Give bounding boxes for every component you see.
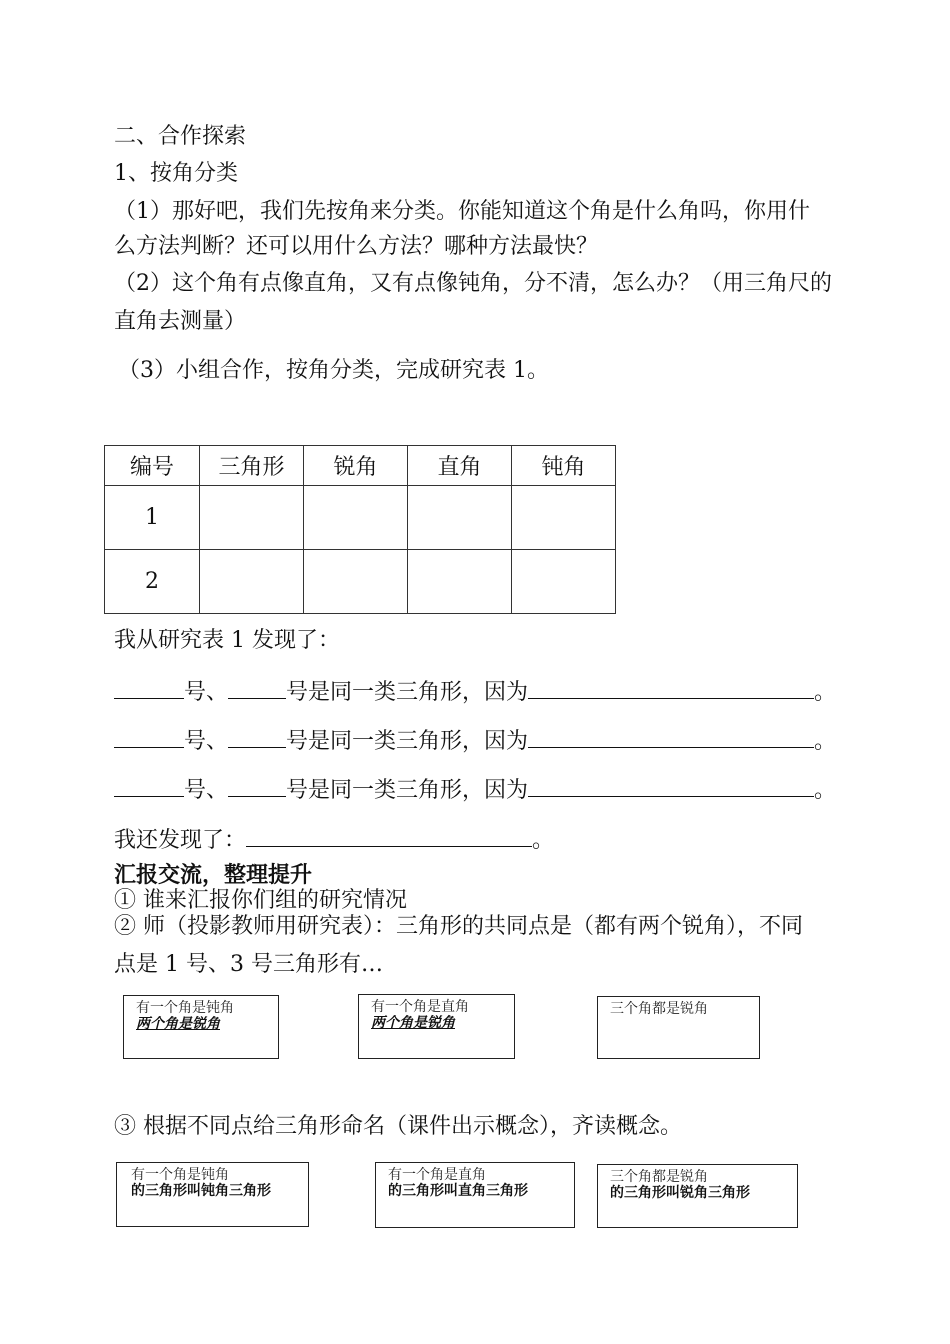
fill-line-3: 号、 号是同一类三角形，因为 。 [114,776,836,805]
feature-box-right [358,994,515,1059]
table-row [105,486,616,550]
table-row [105,550,616,614]
box-line-1: 有一个角是钝角 [131,1167,229,1183]
question-2-line-2: 直角去测量） [114,309,247,334]
row-number: 1 [105,486,200,550]
table-cell[interactable] [304,550,408,614]
table-cell[interactable] [408,486,512,550]
box-line-2: 的三角形叫钝角三角形 [131,1183,271,1199]
header-triangle: 三角形 [200,446,304,486]
step-1: ① 谁来汇报你们组的研究情况 [114,888,407,913]
blank-reason[interactable] [528,678,814,699]
table-cell[interactable] [512,550,616,614]
row-number: 2 [105,550,200,614]
finding-intro: 我从研究表 1 发现了： [114,628,340,653]
header-right: 直角 [408,446,512,486]
concept-box-obtuse [116,1162,309,1227]
box-line-1: 三个角都是锐角 [610,1001,708,1017]
question-3: （3）小组合作，按角分类，完成研究表 1。 [118,358,549,383]
blank-also-found[interactable] [246,826,532,847]
also-found-line: 我还发现了： 。 [114,828,555,853]
blank-number-b[interactable] [228,727,286,748]
header-obtuse: 钝角 [512,446,616,486]
blank-number-a[interactable] [114,678,184,699]
box-line-1: 有一个角是钝角 [136,1000,234,1016]
box-line-2: 的三角形叫锐角三角形 [610,1185,750,1201]
box-line-1: 三个角都是锐角 [610,1169,708,1185]
table-cell[interactable] [304,486,408,550]
report-heading: 汇报交流，整理提升 [114,862,313,888]
box-line-2: 的三角形叫直角三角形 [388,1183,528,1199]
header-number: 编号 [105,446,200,486]
blank-reason[interactable] [528,776,814,797]
blank-reason[interactable] [528,727,814,748]
concept-box-right [375,1162,575,1228]
question-1-line-2: 么方法判断？还可以用什么方法？哪种方法最快？ [114,234,599,259]
sub-heading: 1、按角分类 [114,161,238,186]
research-table-1 [104,445,616,614]
section-heading: 二、合作探索 [114,124,247,149]
box-line-1: 有一个角是直角 [388,1167,486,1183]
blank-number-b[interactable] [228,678,286,699]
blank-number-a[interactable] [114,727,184,748]
fill-line-1: 号、 号是同一类三角形，因为 。 [114,678,836,707]
concept-box-acute [597,1164,798,1228]
box-line-2: 两个角是锐角 [371,1015,455,1031]
table-cell[interactable] [408,550,512,614]
table-cell[interactable] [200,486,304,550]
table-cell[interactable] [200,550,304,614]
feature-box-obtuse [123,995,279,1059]
question-2-line-1: （2）这个角有点像直角，又有点像钝角，分不清，怎么办？（用三角尺的 [114,271,832,296]
fill-line-2: 号、 号是同一类三角形，因为 。 [114,727,836,756]
feature-box-acute [597,996,760,1059]
box-line-1: 有一个角是直角 [371,999,469,1015]
table-cell[interactable] [512,486,616,550]
blank-number-a[interactable] [114,776,184,797]
box-line-2: 两个角是锐角 [136,1016,220,1032]
step-2-line-2: 点是 1 号、3 号三角形有… [114,952,383,977]
header-acute: 锐角 [304,446,408,486]
blank-number-b[interactable] [228,776,286,797]
question-1-line-1: （1）那好吧，我们先按角来分类。你能知道这个角是什么角吗，你用什 [114,199,810,224]
step-3: ③ 根据不同点给三角形命名（课件出示概念），齐读概念。 [114,1114,682,1139]
step-2-line-1: ② 师（投影教师用研究表）：三角形的共同点是（都有两个锐角），不同 [114,914,803,939]
